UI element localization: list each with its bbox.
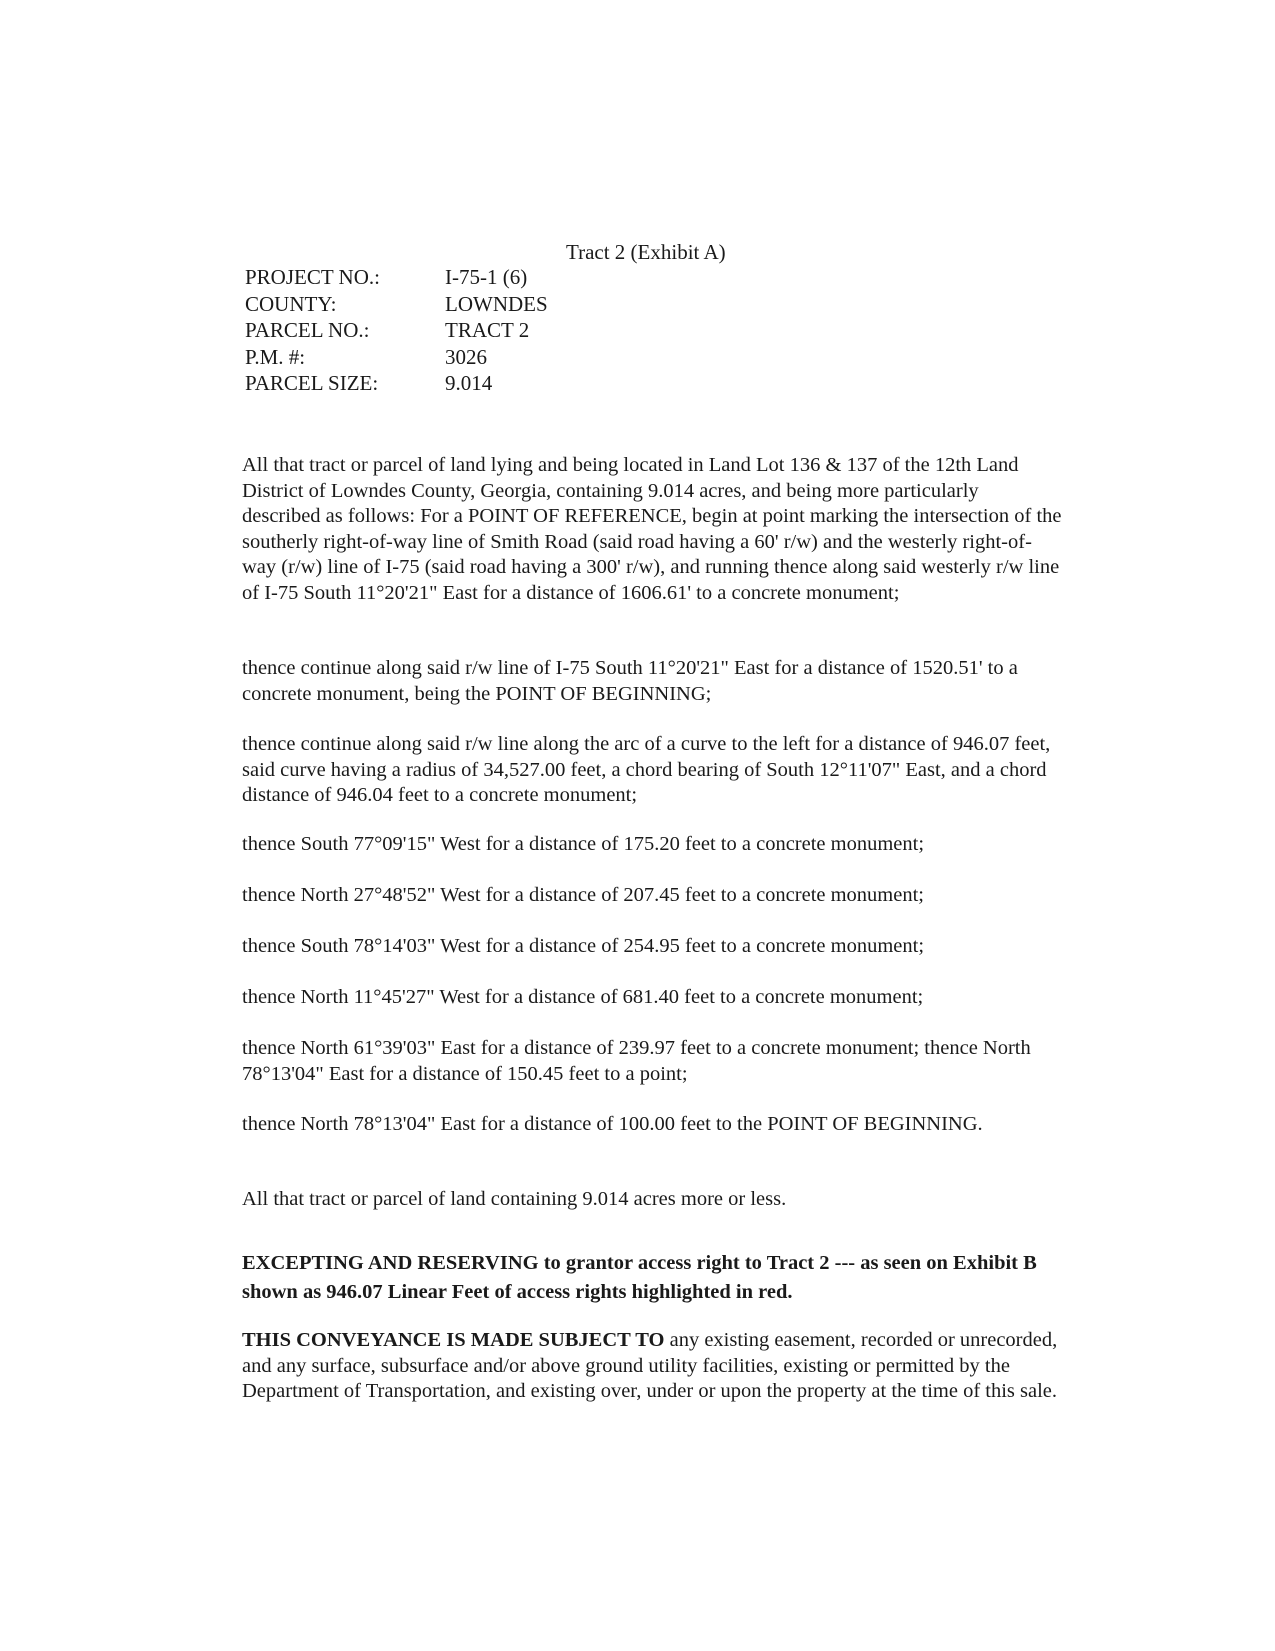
paragraph-text: thence continue along said r/w line along the arc of a curve to the left for a distance of 946.07 feet, said curve having a radius of 34,527.00 feet, a chord bearing of South 12°11'07" East, and a chord distance of 946.04 feet to a concrete monument; [242,733,1051,806]
description-paragraph [242,985,1062,1011]
paragraph-text: thence South 78°14'03" West for a distance of 254.95 feet to a concrete monument; [242,935,925,957]
paragraph-text: thence North 11°45'27" West for a distance of 681.40 feet to a concrete monument; [242,986,924,1008]
description-paragraph [242,453,1062,606]
header-value: I-75-1 (6) [445,265,528,289]
paragraph-text: thence continue along said r/w line of I-75 South 11°20'21" East for a distance of 1520.51' to a concrete monument, being the POINT OF BEGINNING; [242,657,1018,705]
description-paragraph [242,1036,1062,1087]
header-label: PARCEL SIZE: [245,371,379,395]
conveyance-body: any existing easement, recorded or unrecorded, and any surface, subsurface and/or above ground utility facilities, existing or permitted by the Department of Transportation, and existing over, under or upon the property at the time of this sale. [242,1329,1058,1402]
acreage-paragraph [242,1187,1062,1213]
exhibit-title: Tract 2 (Exhibit A) [566,240,726,264]
paragraph-text: thence North 78°13'04" East for a distance of 100.00 feet to the POINT OF BEGINNING. [242,1113,983,1135]
paragraph-text: thence North 61°39'03" East for a distance of 239.97 feet to a concrete monument; thence North 78°13'04" East for a distance of 150.45 feet to a point; [242,1037,1031,1085]
header-row-parcel [245,317,548,344]
header-label: PARCEL NO.: [245,318,370,342]
paragraph-text: thence South 77°09'15" West for a distance of 175.20 feet to a concrete monument; [242,833,925,855]
paragraph-text: EXCEPTING AND RESERVING to grantor access right to Tract 2 --- as seen on Exhibit B shown as 946.07 Linear Feet of access rights highlighted in red. [242,1252,1037,1303]
paragraph-text: All that tract or parcel of land lying and being located in Land Lot 136 & 137 of the 12th Land District of Lowndes County, Georgia, containing 9.014 acres, and being more particularly described as follows: For a POINT OF REFERENCE, begin at point marking the intersection of the southerly right-of-way line of Smith Road (said road having a 60' r/w) and the westerly right-of-way (r/w) line of I-75 (said road having a 300' r/w), and running thence along said westerly r/w line of I-75 South 11°20'21" East for a distance of 1606.61' to a concrete monument; [242,454,1062,604]
conveyance-lead: THIS CONVEYANCE IS MADE SUBJECT TO [242,1329,665,1351]
header-value: 3026 [445,344,487,369]
header-label: PROJECT NO.: [245,265,380,289]
header-label: P.M. #: [245,344,306,369]
description-paragraph [242,1112,1062,1138]
header-row-pm [245,344,548,371]
paragraph-text: thence North 27°48'52" West for a distance of 207.45 feet to a concrete monument; [242,884,924,906]
description-paragraph [242,883,1062,909]
header-table [245,264,548,397]
description-paragraph [242,732,1062,809]
paragraph-text: All that tract or parcel of land containing 9.014 acres more or less. [242,1188,787,1210]
excepting-paragraph [242,1249,1062,1307]
description-paragraph [242,656,1062,707]
description-paragraph [242,934,1062,960]
paragraph-text [242,1328,1062,1405]
header-row-size [245,370,548,397]
header-value: LOWNDES [445,291,548,316]
header-value: 9.014 [445,371,493,395]
conveyance-paragraph [242,1328,1062,1405]
header-value: TRACT 2 [445,318,530,342]
header-label: COUNTY: [245,291,337,316]
header-row-project [245,264,548,291]
description-paragraph [242,832,1062,858]
header-row-county [245,291,548,318]
